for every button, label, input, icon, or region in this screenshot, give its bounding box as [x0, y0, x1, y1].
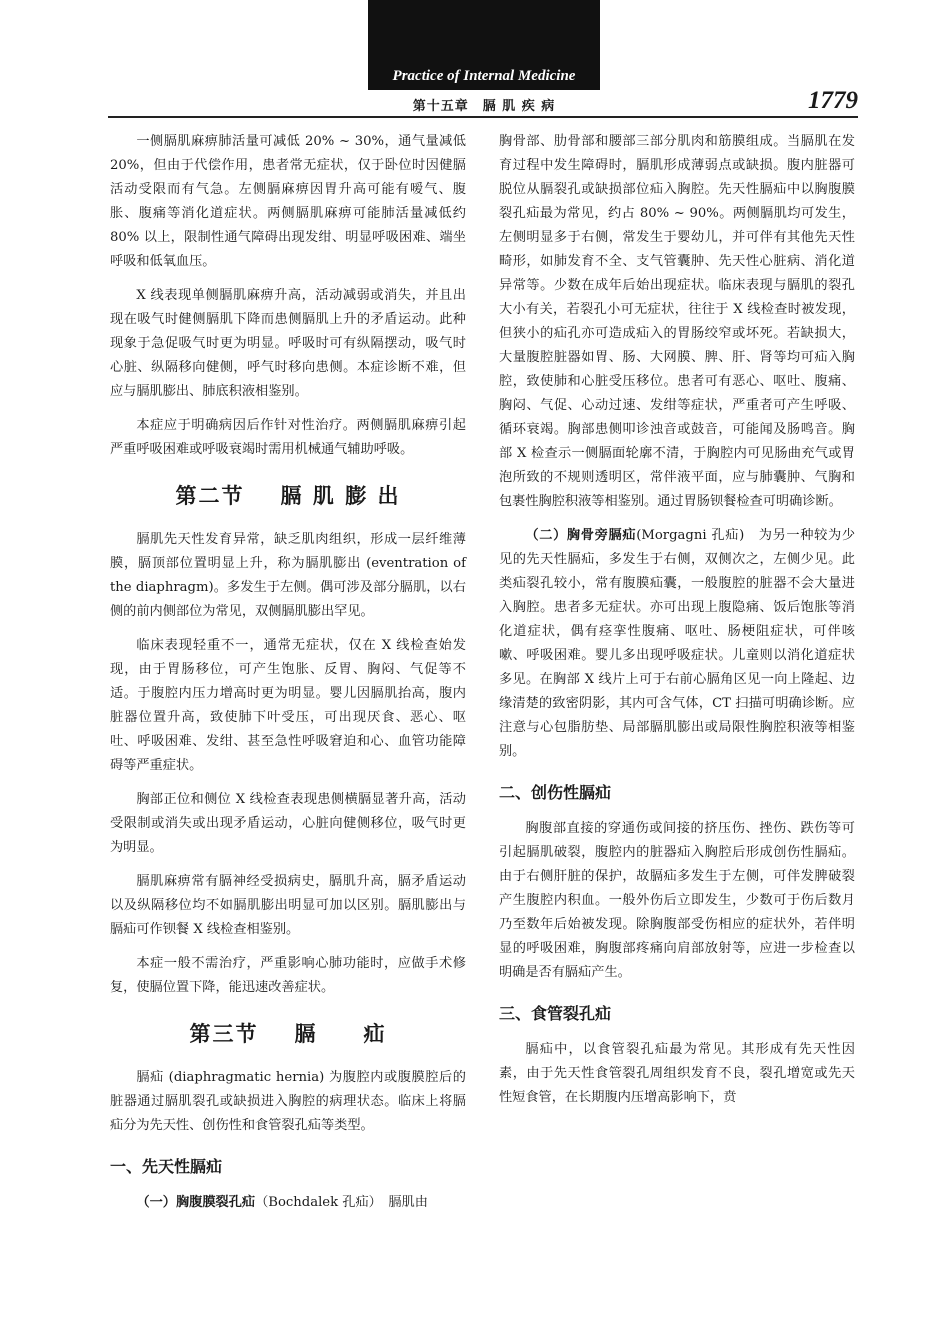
paragraph: 胸腹部直接的穿通伤或间接的挤压伤、挫伤、跌伤等可引起膈肌破裂，腹腔内的脏器疝入胸腔后形成创伤性膈疝。由于右侧肝脏的保护，故膈疝多发生于左侧，可伴发脾破裂产生腹腔内积血。一般外伤后立即发生，少数可于伤后数月乃至数年后始被发现。除胸腹部受伤相应的症状外，若伴明显的呼吸困难，胸腹部疼痛向肩部放射等，应进一步检查以明确是否有膈疝产生。	[499, 821, 855, 980]
paragraph: 本症一般不需治疗，严重影响心肺功能时，应做手术修复，使膈位置下降，能迅速改善症状。	[110, 956, 466, 995]
subsection-heading: 一、先天性膈疝	[110, 1157, 223, 1176]
left-column	[110, 130, 466, 1225]
paragraph: 一侧膈肌麻痹肺活量可减低 20% ~ 30%，通气量减低 20%，但由于代偿作用，患者常无症状，仅于卧位时因健膈活动受限而有气急。左侧膈麻痹因胃升高可能有嗳气、腹胀、腹痛等消化道症状。两侧膈肌麻痹可能肺活量减低约 80% 以上，限制性通气障碍出现发绀、明显呼吸困难、端坐呼吸和低氧血压。	[110, 134, 466, 269]
subsection-heading: 二、创伤性膈疝	[499, 783, 612, 802]
section-title: 膈 疝	[294, 1022, 387, 1046]
subsection-heading: 三、食管裂孔疝	[499, 1004, 612, 1023]
chapter-title: 第十五章 膈 肌 疾 病	[412, 99, 556, 114]
paragraph: 膈肌先天性发育异常，缺乏肌肉组织，形成一层纤维薄膜，膈顶部位置明显上升，称为膈肌膨出 (eventration of the diaphragm)。多发生于左侧。偶可涉及部分膈肌，以右侧的前内侧部位为常见，双侧膈肌膨出罕见。	[110, 532, 466, 619]
paragraph: 胸部正位和侧位 X 线检查表现患侧横膈显著升高，活动受限制或消失或出现矛盾运动，心脏向健侧移位，吸气时更为明显。	[110, 792, 466, 855]
paragraph: 胸骨部、肋骨部和腰部三部分肌肉和筋膜组成。当膈肌在发育过程中发生障碍时，膈肌形成薄弱点或缺损。腹内脏器可脱位从膈裂孔或缺损部位疝入胸腔。先天性膈疝中以胸腹膜裂孔疝最为常见，约占 80% ~ 90%。两侧膈肌均可发生，左侧明显多于右侧，常发生于婴幼儿，并可伴有其他先天性畸形，如肺发育不全、支气管囊肿、先天性心脏病、消化道异常等。少数在成年后始出现症状。临床表现与膈肌的裂孔大小有关，若裂孔小可无症状，往往于 X 线检查时被发现，但狭小的疝孔亦可造成疝入的胃肠绞窄或坏死。若缺损大，大量腹腔脏器如胃、肠、大网膜、脾、肝、肾等均可疝入胸腔，致使肺和心脏受压移位。患者可有恶心、呕吐、腹痛、胸闷、气促、心动过速、发绀等症状，严重者可产生呼吸、循环衰竭。胸部患侧叩诊浊音或鼓音，可能闻及肠鸣音。胸部 X 检查示一侧膈面轮廓不清，于胸腔内可见肠曲充气或胃泡所致的不规则透明区，常伴液平面，应与肺囊肿、气胸和包裹性胸腔积液等相鉴别。通过胃肠钡餐检查可明确诊断。	[499, 134, 855, 509]
section-number: 第三节	[189, 1022, 259, 1046]
inline-heading: （二）胸骨旁膈疝	[525, 528, 637, 543]
paragraph-text: (Morgagni 孔疝) 为另一种较为少见的先天性膈疝，多发生于右侧，双侧次之，左侧少见。此类疝裂孔较小，常有腹膜疝囊，一般腹腔的脏器不会大量进入胸腔。患者多无症状。亦可出现上腹隐痛、饭后饱胀等消化道症状，偶有痉挛性腹痛、呕吐、肠梗阻症状，可伴咳嗽、呼吸困难。婴儿多出现呼吸症状。儿童则以消化道症状多见。在胸部 X 线片上可于右前心膈角区见一向上隆起、边缘清楚的致密阴影，其内可含气体，CT 扫描可明确诊断。应注意与心包脂肪垫、局部膈肌膨出或局限性胸腔积液等相鉴别。	[499, 528, 856, 759]
paragraph	[110, 1191, 466, 1215]
section-heading-2	[110, 480, 466, 510]
right-column	[499, 130, 855, 1120]
paragraph: 膈肌麻痹常有膈神经受损病史，膈肌升高，膈矛盾运动以及纵隔移位均不如膈肌膨出明显可加以区别。膈肌膨出与膈疝可作钡餐 X 线检查相鉴别。	[110, 874, 466, 937]
section-number: 第二节	[175, 484, 245, 508]
section-title: 膈 肌 膨 出	[280, 484, 401, 508]
page-number: 1779	[808, 87, 858, 114]
paragraph-text: （Bochdalek 孔疝） 膈肌由	[255, 1195, 428, 1210]
inline-heading: （一）胸腹膜裂孔疝	[136, 1195, 256, 1210]
paragraph: 膈疝中，以食管裂孔疝最为常见。其形成有先天性因素，由于先天性食管裂孔周组织发育不良，裂孔增宽或先天性短食管，在长期腹内压增高影响下，贲	[499, 1042, 855, 1105]
paragraph	[499, 524, 855, 764]
paragraph: 本症应于明确病因后作针对性治疗。两侧膈肌麻痹引起严重呼吸困难或呼吸衰竭时需用机械通气辅助呼吸。	[110, 418, 466, 457]
paragraph: 膈疝 (diaphragmatic hernia) 为腹腔内或腹膜腔后的脏器通过膈肌裂孔或缺损进入胸腔的病理状态。临床上将膈疝分为先天性、创伤性和食管裂孔疝等类型。	[110, 1070, 466, 1133]
header-rule	[108, 116, 858, 118]
journal-banner	[368, 0, 600, 90]
journal-title: Practice of Internal Medicine	[392, 68, 576, 84]
paragraph: X 线表现单侧膈肌麻痹升高，活动减弱或消失，并且出现在吸气时健侧膈肌下降而患侧膈肌上升的矛盾运动。此种现象于急促吸气时更为明显。呼吸时可有纵隔摆动，吸气时心脏、纵隔移向健侧，呼气时移向患侧。本症诊断不难，但应与膈肌膨出、肺底积液相鉴别。	[110, 288, 466, 399]
section-heading-3	[110, 1018, 466, 1048]
paragraph: 临床表现轻重不一，通常无症状，仅在 X 线检查始发现，由于胃肠移位，可产生饱胀、反胃、胸闷、气促等不适。于腹腔内压力增高时更为明显。婴儿因膈肌抬高，腹内脏器位置升高，致使肺下叶受压，可出现厌食、恶心、呕吐、呼吸困难、发绀、甚至急性呼吸窘迫和心、血管功能障碍等严重症状。	[110, 638, 466, 773]
